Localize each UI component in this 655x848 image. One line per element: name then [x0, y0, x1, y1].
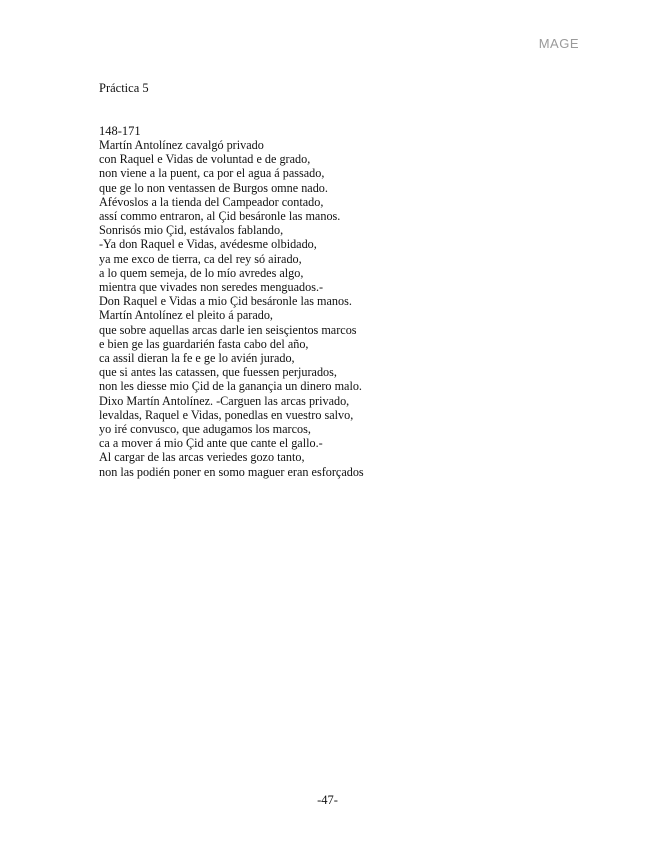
poem-line: Dixo Martín Antolínez. -Carguen las arcas privado, [99, 393, 350, 408]
poem-line: levaldas, Raquel e Vidas, ponedlas en vuestro salvo, [99, 407, 354, 422]
poem-line: Martín Antolínez el pleito á parado, [99, 308, 273, 323]
poem-line: Sonrisós mio Çid, estávalos fablando, [99, 223, 284, 238]
poem-line: que ge lo non ventassen de Burgos omne nado. [99, 180, 328, 195]
header-watermark: MAGE [538, 36, 579, 51]
poem-line: e bien ge las guardarién fasta cabo del año, [99, 336, 309, 351]
poem-line: con Raquel e Vidas de voluntad e de grado, [99, 152, 311, 167]
poem-line: Afévoslos a la tienda del Campeador contado, [99, 194, 324, 209]
poem-line: ca a mover á mio Çid ante que cante el gallo.- [99, 436, 323, 451]
practice-title: Práctica 5 [99, 81, 149, 95]
poem-verse-block [99, 138, 364, 479]
verse-range: 148-171 [99, 124, 141, 138]
poem-line: yo iré convusco, que adugamos los marcos, [99, 422, 311, 437]
poem-line: Al cargar de las arcas veriedes gozo tanto, [99, 450, 305, 465]
poem-line: a lo quem semeja, de lo mío avredes algo, [99, 265, 304, 280]
poem-line: non las podién poner en somo maguer eran esforçados [99, 464, 364, 479]
poem-line: que sobre aquellas arcas darle ien seisçientos marcos [99, 322, 357, 337]
poem-line: non viene a la puent, ca por el agua á passado, [99, 166, 325, 181]
poem-line: que si antes las catassen, que fuessen perjurados, [99, 365, 337, 380]
poem-line: -Ya don Raquel e Vidas, avédesme olbidado, [99, 237, 317, 252]
poem-line: ca assil dieran la fe e ge lo avién jurado, [99, 351, 295, 366]
page-number: -47- [317, 793, 338, 807]
poem-line: Martín Antolínez cavalgó privado [99, 138, 264, 152]
poem-line: Don Raquel e Vidas a mio Çid besáronle las manos. [99, 294, 352, 309]
poem-line: ya me exco de tierra, ca del rey só airado, [99, 251, 302, 266]
poem-line: non les diesse mio Çid de la ganançia un dinero malo. [99, 379, 362, 394]
poem-line: mientra que vivades non seredes menguados.- [99, 280, 324, 295]
poem-line: assí commo entraron, al Çid besáronle las manos. [99, 209, 341, 224]
